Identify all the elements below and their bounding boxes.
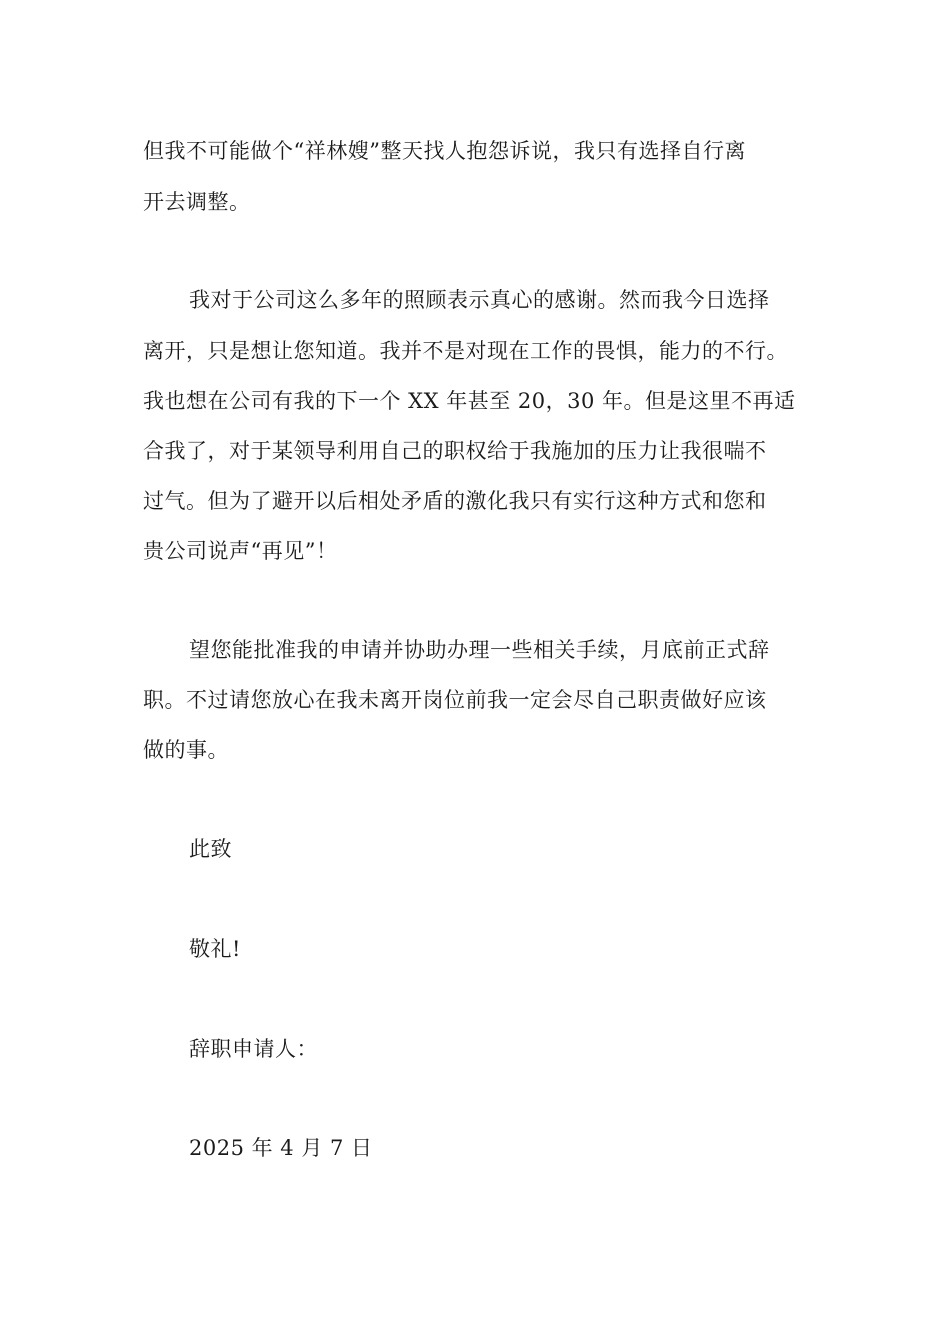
paragraph-2-line-5: 过气。但为了避开以后相处矛盾的激化我只有实行这种方式和您和	[143, 489, 767, 513]
closing-text: 此致	[189, 837, 232, 861]
salute-text: 敬礼!	[189, 937, 241, 961]
paragraph-1-line-2: 开去调整。	[143, 190, 251, 214]
paragraph-2-line-6: 贵公司说声“再见”！	[143, 539, 338, 563]
signature-label: 辞职申请人：	[189, 1037, 318, 1061]
date-text: 2025 年 4 月 7 日	[189, 1136, 373, 1160]
paragraph-1-line-1: 但我不可能做个“祥林嫂”整天找人抱怨诉说，我只有选择自行离	[143, 139, 746, 163]
paragraph-2-line-2: 离开，只是想让您知道。我并不是对现在工作的畏惧，能力的不行。	[143, 339, 788, 363]
paragraph-2-line-3: 我也想在公司有我的下一个 XX 年甚至 20，30 年。但是这里不再适	[143, 389, 796, 413]
paragraph-2-line-1: 我对于公司这么多年的照顾表示真心的感谢。然而我今日选择	[189, 288, 770, 312]
paragraph-2-line-4: 合我了，对于某领导利用自己的职权给于我施加的压力让我很喘不	[143, 439, 767, 463]
paragraph-3-line-3: 做的事。	[143, 738, 229, 762]
paragraph-3-line-2: 职。不过请您放心在我未离开岗位前我一定会尽自己职责做好应该	[143, 688, 767, 712]
paragraph-3-line-1: 望您能批准我的申请并协助办理一些相关手续，月底前正式辞	[189, 638, 770, 662]
